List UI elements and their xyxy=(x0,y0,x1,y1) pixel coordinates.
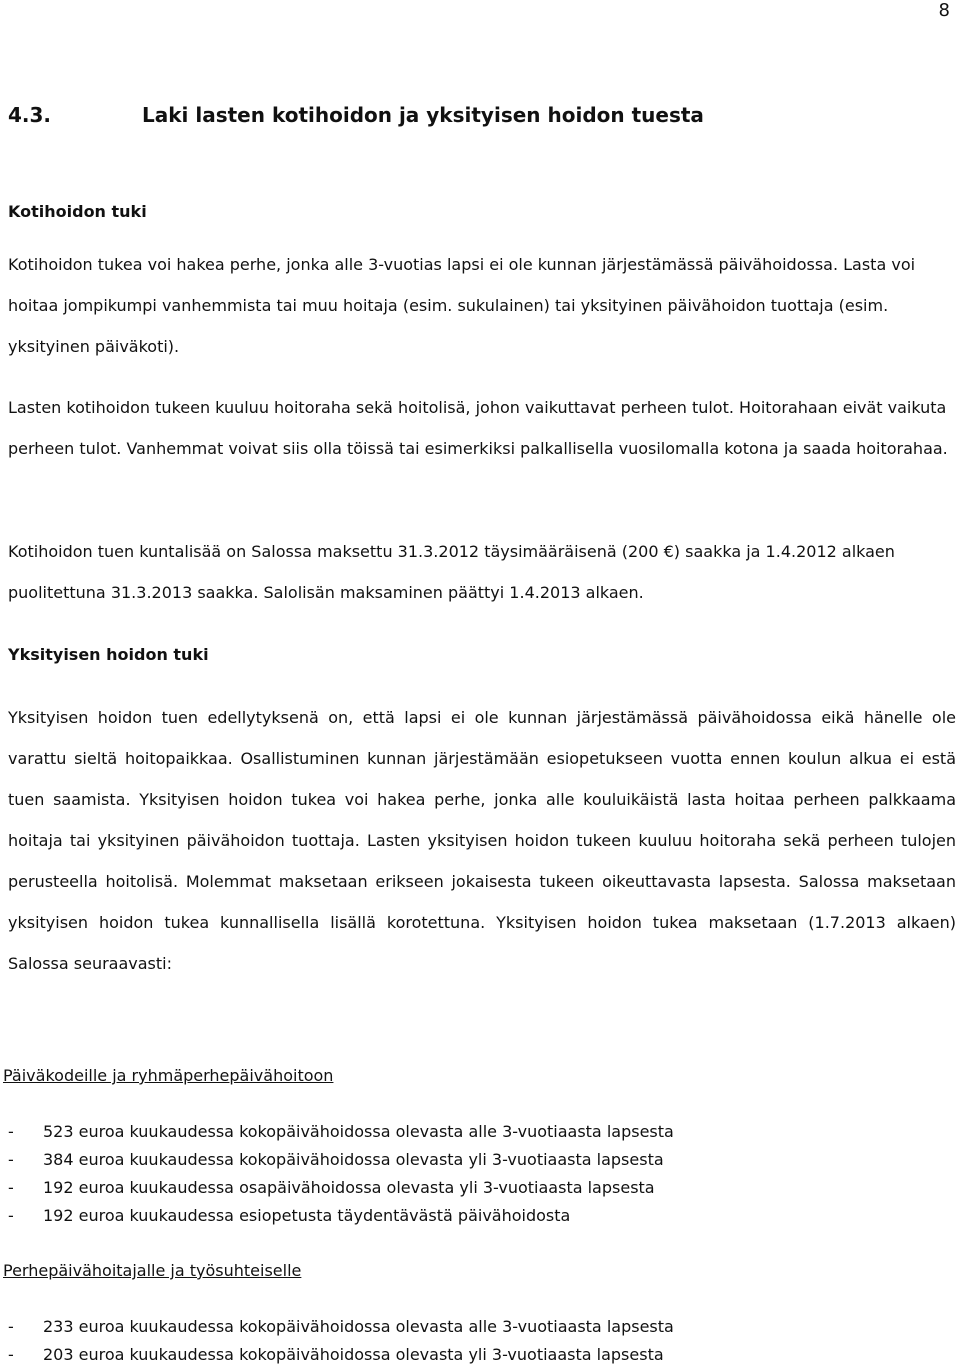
section-title: Laki lasten kotihoidon ja yksityisen hoidon tuesta xyxy=(142,103,704,127)
list-item-text: 203 euroa kuukaudessa kokopäivähoidossa olevasta yli 3-vuotiaasta lapsesta xyxy=(43,1345,664,1364)
list-item-text: 233 euroa kuukaudessa kokopäivähoidossa olevasta alle 3-vuotiaasta lapsesta xyxy=(43,1317,674,1336)
list-item-text: 192 euroa kuukaudessa osapäivähoidossa olevasta yli 3-vuotiaasta lapsesta xyxy=(43,1178,655,1197)
daycare-rate-list xyxy=(8,1118,674,1230)
list-item xyxy=(8,1202,674,1230)
list-item xyxy=(8,1146,674,1174)
home-care-paragraph-2: Lasten kotihoidon tukeen kuuluu hoitoraha sekä hoitolisä, johon vaikuttavat perheen tulot. Hoitorahaan eivät vaikuta perheen tulot. Vanhemmat voivat siis olla töissä tai esimerkiksi palkallisella vuosilomalla kotona ja saada hoitorahaa. xyxy=(8,398,948,458)
list-item xyxy=(8,1174,674,1202)
list-dash: - xyxy=(8,1317,14,1336)
private-care-paragraph: Yksityisen hoidon tuen edellytyksenä on, että lapsi ei ole kunnan järjestämässä päivähoidossa eikä hänelle ole varattu sieltä hoitopaikkaa. Osallistuminen kunnan järjestämään esiopetukseen vuotta ennen koulun alkua ei estä tuen saamista. Yksityisen hoidon tukea voi hakea perhe, jonka alle kouluikäistä lasta hoitaa perheen palkkaama hoitaja tai yksityinen päivähoidon tuottaja. Lasten yksityisen hoidon tukeen kuuluu hoitoraha sekä perheen tulojen perusteella hoitolisä. Molemmat maksetaan erikseen jokaisesta tukeen oikeuttavasta lapsesta. Salossa maksetaan yksityisen hoidon tukea kunnallisella lisällä korotettuna. Yksityisen hoidon tukea maksetaan (1.7.2013 alkaen) Salossa seuraavasti: xyxy=(8,708,956,973)
list-dash: - xyxy=(8,1178,14,1197)
list-item-text: 523 euroa kuukaudessa kokopäivähoidossa olevasta alle 3-vuotiaasta lapsesta xyxy=(43,1122,674,1141)
home-care-paragraph-1: Kotihoidon tukea voi hakea perhe, jonka alle 3-vuotias lapsi ei ole kunnan järjestämässä päivähoidossa. Lasta voi hoitaa jompikumpi vanhemmista tai muu hoitaja (esim. sukulainen) tai yksityinen päivähoidon tuottaja (esim. yksityinen päiväkoti). xyxy=(8,255,916,356)
list-dash: - xyxy=(8,1206,14,1225)
page-number: 8 xyxy=(938,0,950,21)
section-number: 4.3. xyxy=(8,103,52,127)
list-dash: - xyxy=(8,1345,14,1364)
private-care-heading: Yksityisen hoidon tuki xyxy=(8,645,209,664)
list-item-text: 384 euroa kuukaudessa kokopäivähoidossa olevasta yli 3-vuotiaasta lapsesta xyxy=(43,1150,664,1169)
list-item xyxy=(8,1118,674,1146)
daycare-group-heading: Päiväkodeille ja ryhmäperhepäivähoitoon xyxy=(3,1066,334,1085)
section-heading xyxy=(8,100,704,130)
home-care-heading: Kotihoidon tuki xyxy=(8,202,147,221)
family-daycare-heading: Perhepäivähoitajalle ja työsuhteiselle xyxy=(3,1261,302,1280)
list-dash: - xyxy=(8,1150,14,1169)
list-item xyxy=(8,1313,674,1341)
list-item-text: 192 euroa kuukaudessa esiopetusta täydentävästä päivähoidosta xyxy=(43,1206,571,1225)
home-care-paragraph-3: Kotihoidon tuen kuntalisää on Salossa maksettu 31.3.2012 täysimääräisenä (200 €) saakka ja 1.4.2012 alkaen puolitettuna 31.3.2013 saakka. Salolisän maksaminen päättyi 1.4.2013 alkaen. xyxy=(8,542,895,602)
list-dash: - xyxy=(8,1122,14,1141)
family-daycare-rate-list xyxy=(8,1313,674,1369)
